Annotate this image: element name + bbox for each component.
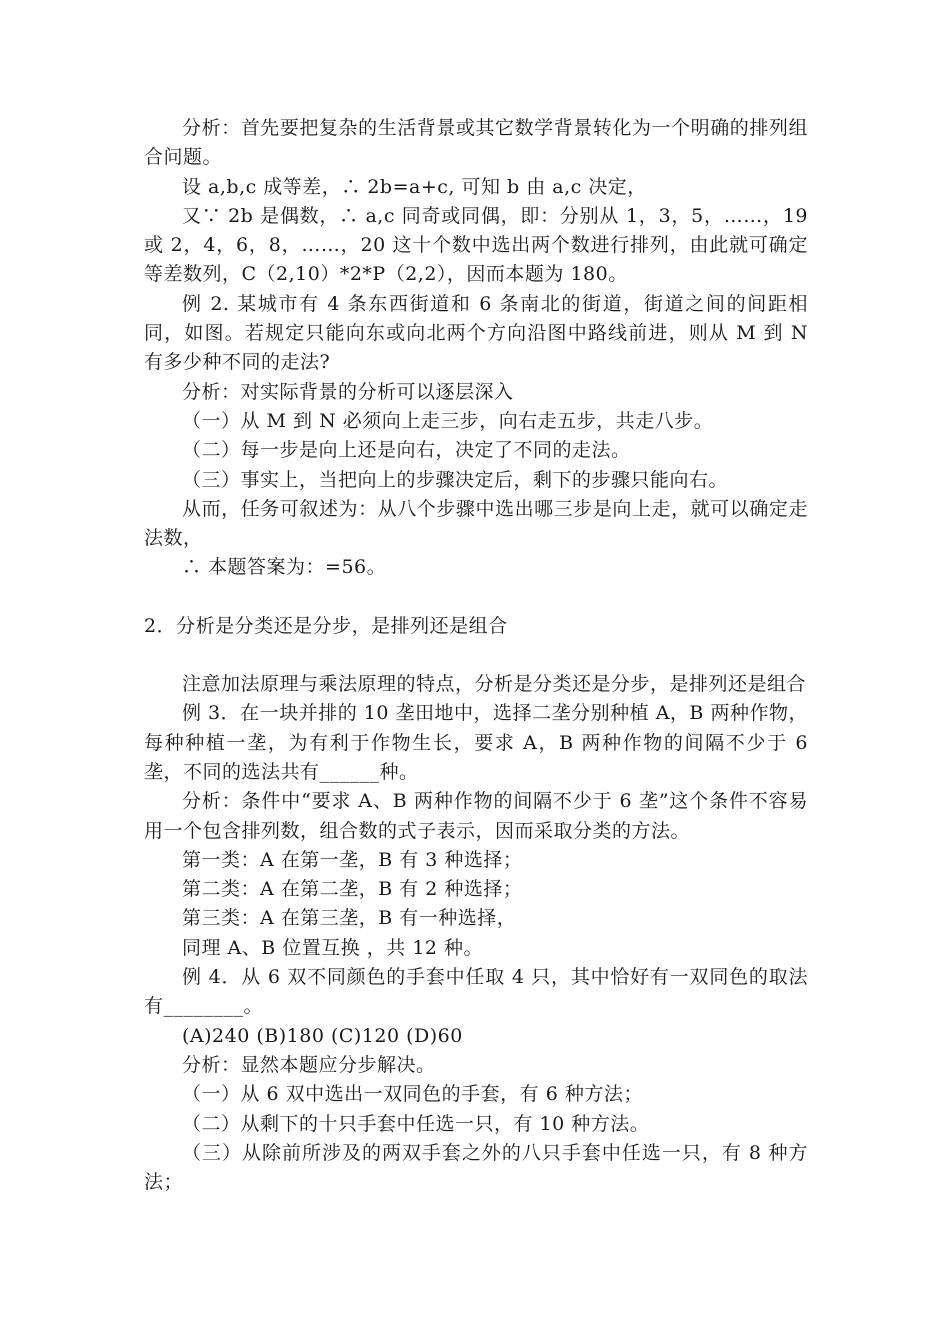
document-body [144,114,808,1197]
paragraph: 设 a,b,c 成等差，∴ 2b=a+c, 可知 b 由 a,c 决定， [182,175,647,198]
paragraph: 第一类：A 在第一垄，B 有 3 种选择； [182,848,523,871]
paragraph: （二）每一步是向上还是向右，决定了不同的走法。 [182,439,631,462]
paragraph: 例 2. 某城市有 4 条东西街道和 6 条南北的街道，街道之间的间距相同，如图。若规定只能向东或向北两个方向沿图中路线前进，则从 M 到 N 有多少种不同的走法? [144,292,808,374]
spacer [144,583,808,612]
section-heading: 2．分析是分类还是分步，是排列还是组合 [144,614,508,637]
paragraph: 分析：首先要把复杂的生活背景或其它数学背景转化为一个明确的排列组合问题。 [144,117,808,169]
paragraph: 分析：条件中“要求 A、B 两种作物的间隔不少于 6 垄”这个条件不容易用一个包含排列数，组合数的式子表示，因而采取分类的方法。 [144,790,808,842]
paragraph: ∴ 本题答案为：=56。 [182,556,387,579]
spacer [144,641,808,670]
paragraph: （二）从剩下的十只手套中任选一只，有 10 种方法。 [182,1112,650,1135]
paragraph: 分析：显然本题应分步解决。 [182,1053,436,1076]
paragraph: （三）从除前所涉及的两双手套之外的八只手套中任选一只，有 8 种方法； [144,1141,808,1194]
paragraph: 例 3．在一块并排的 10 垄田地中，选择二垄分别种植 A，B 两种作物，每种种植一垄，为有利于作物生长，要求 A，B 两种作物的间隔不少于 6 垄，不同的选法共有______种。 [144,702,808,783]
paragraph: 从而，任务可叙述为：从八个步骤中选出哪三步是向上走，就可以确定走法数， [144,497,808,550]
paragraph: （一）从 6 双中选出一双同色的手套，有 6 种方法； [182,1083,643,1106]
paragraph: （三）事实上，当把向上的步骤决定后，剩下的步骤只能向右。 [182,468,729,491]
paragraph: 注意加法原理与乘法原理的特点，分析是分类还是分步，是排列还是组合 [182,673,807,696]
paragraph: 第二类：A 在第二垄，B 有 2 种选择； [182,878,523,901]
paragraph: 例 4．从 6 双不同颜色的手套中任取 4 只，其中恰好有一双同色的取法有________。 [144,966,808,1018]
paragraph: 分析：对实际背景的分析可以逐层深入 [182,380,514,403]
paragraph: (A)240 (B)180 (C)120 (D)60 [182,1024,463,1047]
paragraph: （一）从 M 到 N 必须向上走三步，向右走五步，共走八步。 [182,409,714,432]
paragraph: 第三类：A 在第三垄，B 有一种选择， [182,907,517,930]
paragraph: 同理 A、B 位置互换 ，共 12 种。 [182,936,484,959]
paragraph: 又∵ 2b 是偶数，∴ a,c 同奇或同偶，即：分别从 1，3，5，……，19 或 2，4，6，8，……，20 这十个数中选出两个数进行排列，由此就可确定等差数列，C（2,10）*2*P（2,2），因而本题为 180。 [144,204,808,286]
